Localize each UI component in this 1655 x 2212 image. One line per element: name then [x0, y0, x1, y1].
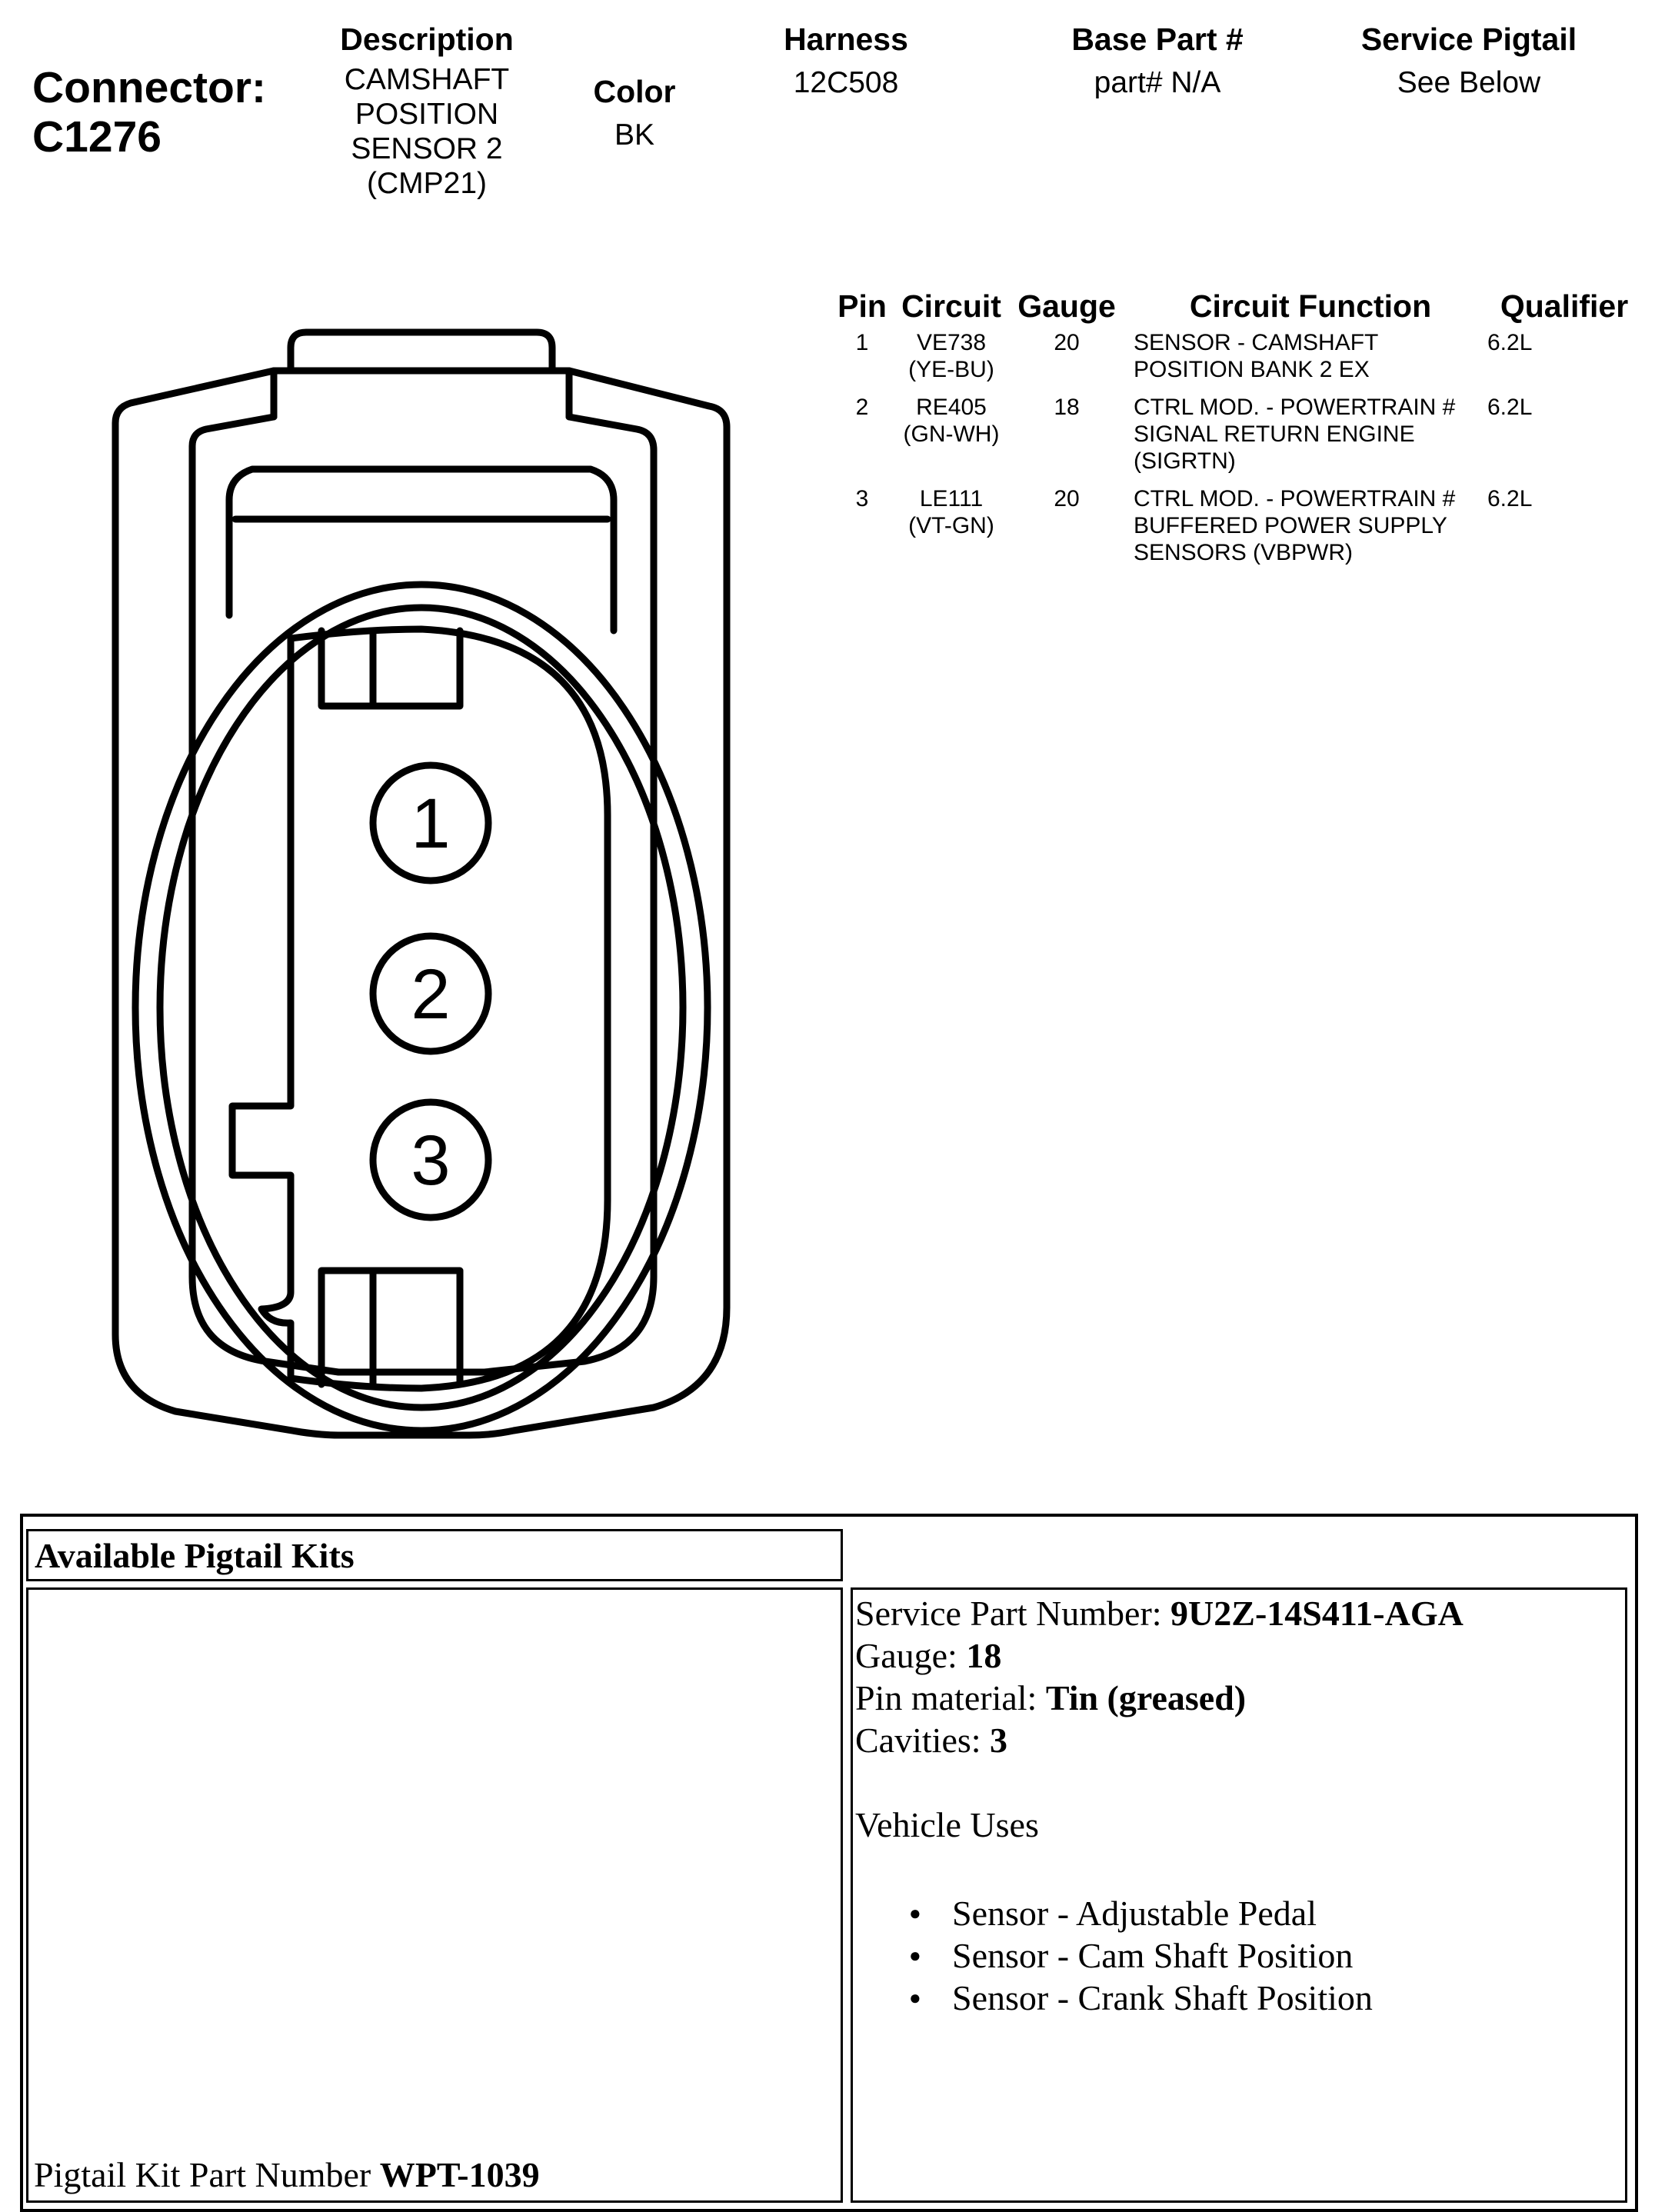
function-line: POSITION BANK 2 EX — [1134, 357, 1370, 382]
pin-material-line — [855, 1677, 1617, 1719]
circuit-id: RE405 — [916, 395, 987, 420]
pin-material-label: Pin material: — [855, 1678, 1046, 1717]
qualifier-cell: 6.2L — [1487, 395, 1533, 420]
header-gauge: Gauge — [1017, 288, 1116, 324]
vehicle-uses-list — [909, 1892, 1617, 2019]
qualifier-cell: 6.2L — [1487, 330, 1533, 355]
circuit-id: LE111 — [919, 486, 984, 511]
list-item: ● Sensor - Crank Shaft Position — [909, 1977, 1617, 2019]
housing-outer — [115, 371, 727, 1435]
pin-material-value: Tin (greased) — [1045, 1678, 1247, 1717]
gauge-line — [855, 1634, 1617, 1677]
harness-label: Harness — [784, 22, 908, 57]
function-line: BUFFERED POWER SUPPLY — [1134, 513, 1447, 538]
function-cell — [1124, 394, 1487, 485]
pin-3-label: 3 — [411, 1121, 451, 1200]
harness-value: 12C508 — [793, 66, 899, 99]
color-label: Color — [593, 74, 676, 109]
cavities-line — [855, 1719, 1617, 1761]
function-line: SIGNAL RETURN ENGINE — [1134, 421, 1415, 447]
circuit-cell — [894, 394, 1009, 485]
pin-table-header — [831, 283, 1641, 329]
connector-face-diagram — [0, 0, 769, 1461]
gauge-cell: 20 — [1054, 330, 1080, 355]
description-line: POSITION — [355, 98, 499, 131]
service-part-line — [855, 1592, 1617, 1634]
base-part-column — [1023, 22, 1292, 100]
table-row — [831, 394, 1641, 485]
housing-inner — [192, 417, 654, 1372]
pigtail-image-cell — [26, 1587, 843, 2203]
gauge-cell: 18 — [1054, 395, 1080, 420]
service-part-value: 9U2Z-14S411-AGA — [1170, 1594, 1464, 1633]
description-line: (CMP21) — [366, 167, 488, 200]
table-row — [831, 329, 1641, 394]
function-cell — [1124, 485, 1487, 577]
header-circuit: Circuit — [901, 288, 1001, 324]
list-item: ● Sensor - Adjustable Pedal — [909, 1892, 1617, 1934]
header-pin: Pin — [837, 288, 887, 324]
pin-number: 2 — [855, 395, 869, 420]
service-pigtail-label: Service Pigtail — [1360, 22, 1577, 57]
latch-tab — [274, 371, 569, 417]
pin-table — [831, 283, 1641, 577]
pin-number: 3 — [855, 486, 869, 511]
function-cell — [1124, 329, 1487, 394]
function-line: SENSORS (VBPWR) — [1134, 540, 1354, 565]
circuit-color: (YE-BU) — [908, 357, 994, 382]
list-item: ● Sensor - Cam Shaft Position — [909, 1934, 1617, 1977]
bottom-key-notch — [321, 1271, 460, 1384]
pin-2-label: 2 — [411, 955, 451, 1034]
pigtail-kit-part-number — [34, 2154, 540, 2196]
gauge-value: 18 — [966, 1636, 1002, 1675]
pigtail-details — [855, 1592, 1617, 2019]
description-label: Description — [340, 22, 514, 57]
header-qualifier: Qualifier — [1500, 288, 1629, 324]
function-line: SENSOR - CAMSHAFT — [1134, 330, 1379, 355]
gauge-cell: 20 — [1054, 486, 1080, 511]
circuit-cell — [894, 485, 1009, 577]
function-line: (SIGRTN) — [1134, 448, 1236, 474]
service-pigtail-value: See Below — [1397, 66, 1541, 99]
pigtail-kits-title: Available Pigtail Kits — [26, 1529, 843, 1581]
pin-1-label: 1 — [411, 785, 451, 863]
function-line: CTRL MOD. - POWERTRAIN # — [1134, 395, 1456, 420]
function-line: CTRL MOD. - POWERTRAIN # — [1134, 486, 1456, 511]
connector-id: C1276 — [32, 112, 162, 162]
base-part-value: part# N/A — [1094, 66, 1221, 99]
circuit-id: VE738 — [916, 330, 987, 355]
top-key-notch — [321, 631, 460, 706]
cavities-label: Cavities: — [855, 1721, 991, 1760]
vehicle-uses-label: Vehicle Uses — [855, 1805, 1039, 1844]
kit-part-label: Pigtail Kit Part Number — [34, 2155, 380, 2194]
service-pigtail-column — [1338, 22, 1600, 100]
cavities-value: 3 — [990, 1721, 1008, 1760]
circuit-color: (VT-GN) — [908, 513, 994, 538]
latch-outline — [291, 332, 552, 371]
connector-label: Connector: — [32, 63, 266, 112]
circuit-color: (GN-WH) — [903, 421, 1000, 447]
kit-part-value: WPT-1039 — [379, 2155, 540, 2194]
circuit-cell — [894, 329, 1009, 394]
gauge-label: Gauge: — [855, 1636, 967, 1675]
service-part-label: Service Part Number: — [855, 1594, 1171, 1633]
description-line: SENSOR 2 — [351, 132, 503, 165]
table-row — [831, 485, 1641, 577]
description-line: CAMSHAFT — [344, 63, 510, 96]
color-value: BK — [614, 118, 655, 152]
qualifier-cell: 6.2L — [1487, 486, 1533, 511]
pin-number: 1 — [855, 330, 869, 355]
base-part-label: Base Part # — [1071, 22, 1244, 57]
header-circuit-function: Circuit Function — [1189, 288, 1432, 324]
